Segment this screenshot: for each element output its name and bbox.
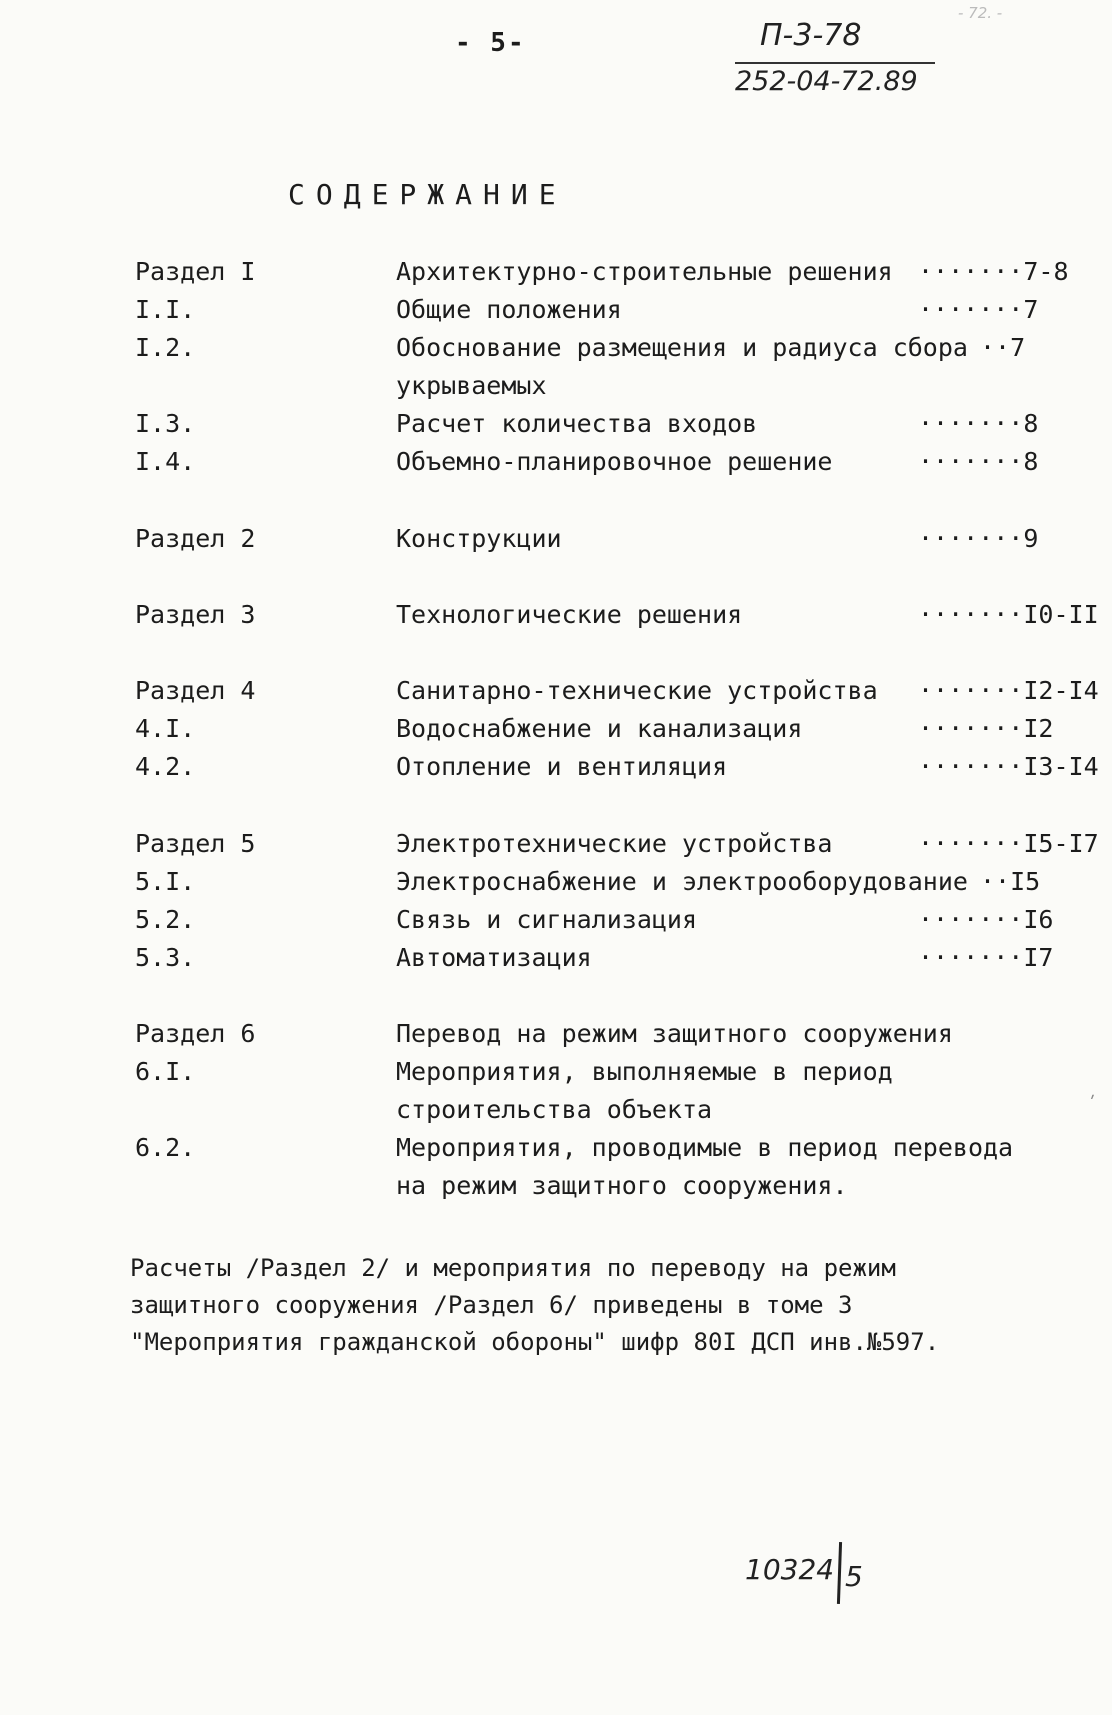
footnote-line: защитного сооружения /Раздел 6/ приведены в томе 3 bbox=[130, 1291, 853, 1319]
toc-page-ref: ·······I5-I7 bbox=[918, 829, 1099, 858]
toc-page-ref: ··7 bbox=[980, 333, 1026, 362]
toc-row bbox=[0, 520, 1112, 558]
toc-section-number: I.I. bbox=[135, 295, 196, 324]
inventory-divider bbox=[837, 1542, 842, 1604]
toc-section-title: Мероприятия, проводимые в период перевода bbox=[396, 1133, 1014, 1162]
toc-section-number: Раздел I bbox=[135, 257, 256, 286]
toc-section-title: Конструкции bbox=[396, 524, 562, 553]
footnote-line: Расчеты /Раздел 2/ и мероприятия по переводу на режим bbox=[130, 1254, 896, 1282]
toc-section-title: на режим защитного сооружения. bbox=[396, 1171, 848, 1200]
toc-page-ref: ·······I3-I4 bbox=[918, 752, 1099, 781]
toc-page-ref: ·······I6 bbox=[918, 905, 1054, 934]
toc-section-number: 4.I. bbox=[135, 714, 196, 743]
inventory-number: 10324 bbox=[745, 1553, 835, 1586]
toc-section-title: Водоснабжение и канализация bbox=[396, 714, 803, 743]
toc-row bbox=[0, 596, 1112, 634]
toc-section-title: Объемно-планировочное решение bbox=[396, 447, 833, 476]
toc-section-number: Раздел 6 bbox=[135, 1019, 256, 1048]
toc-row bbox=[0, 1091, 1112, 1129]
toc-page-ref: ·······8 bbox=[918, 447, 1039, 476]
toc-page-ref: ·······I7 bbox=[918, 943, 1054, 972]
toc-section-title: Архитектурно-строительные решения bbox=[396, 257, 893, 286]
toc-row bbox=[0, 710, 1112, 748]
toc-row bbox=[0, 1053, 1112, 1091]
faint-handwritten-mark: - 72. - bbox=[958, 4, 1003, 22]
toc-row bbox=[0, 443, 1112, 481]
toc-section-title: Отопление и вентиляция bbox=[396, 752, 728, 781]
toc-section-number: 5.2. bbox=[135, 905, 196, 934]
toc-section-title: укрываемых bbox=[396, 371, 547, 400]
toc-section-number: 4.2. bbox=[135, 752, 196, 781]
toc-section-title: Обоснование размещения и радиуса сбора bbox=[396, 333, 968, 362]
toc-row bbox=[0, 1129, 1112, 1167]
toc-section-number: I.2. bbox=[135, 333, 196, 362]
toc-page-ref: ··I5 bbox=[980, 867, 1041, 896]
toc-section-title: Общие положения bbox=[396, 295, 622, 324]
toc-section-number: Раздел 2 bbox=[135, 524, 256, 553]
toc-row bbox=[0, 367, 1112, 405]
toc-row bbox=[0, 329, 1112, 367]
toc-row bbox=[0, 939, 1112, 977]
toc-section-number: Раздел 5 bbox=[135, 829, 256, 858]
toc-section-title: Связь и сигнализация bbox=[396, 905, 698, 934]
toc-section-number: 5.I. bbox=[135, 867, 196, 896]
toc-section-title: Перевод на режим защитного сооружения bbox=[396, 1019, 953, 1048]
toc-page-ref: ·······7-8 bbox=[918, 257, 1069, 286]
toc-section-number: I.4. bbox=[135, 447, 196, 476]
toc-section-number: 5.3. bbox=[135, 943, 196, 972]
toc-row bbox=[0, 748, 1112, 786]
toc-row bbox=[0, 825, 1112, 863]
toc-row bbox=[0, 291, 1112, 329]
toc-row bbox=[0, 1015, 1112, 1053]
toc-section-number: 6.2. bbox=[135, 1133, 196, 1162]
toc-section-title: Санитарно-технические устройства bbox=[396, 676, 878, 705]
toc-page-ref: ·······7 bbox=[918, 295, 1039, 324]
toc-page-ref: ·······I2 bbox=[918, 714, 1054, 743]
toc-section-title: Электроснабжение и электрооборудование bbox=[396, 867, 968, 896]
toc-section-number: Раздел 3 bbox=[135, 600, 256, 629]
toc-row bbox=[0, 672, 1112, 710]
toc-section-number: 6.I. bbox=[135, 1057, 196, 1086]
handwritten-code-top: П-3-78 bbox=[760, 18, 862, 53]
toc-row bbox=[0, 1167, 1112, 1205]
page-number: - 5- bbox=[455, 28, 526, 58]
toc-row bbox=[0, 253, 1112, 291]
toc-page-ref: ·······I0-II bbox=[918, 600, 1099, 629]
toc-row bbox=[0, 863, 1112, 901]
toc-section-number: I.3. bbox=[135, 409, 196, 438]
toc-section-title: Мероприятия, выполняемые в период bbox=[396, 1057, 893, 1086]
toc-page-ref: ·······8 bbox=[918, 409, 1039, 438]
inventory-sheet: 5 bbox=[845, 1560, 863, 1593]
toc-section-title: строительства объекта bbox=[396, 1095, 713, 1124]
toc-row bbox=[0, 405, 1112, 443]
toc-page-ref: ·······9 bbox=[918, 524, 1039, 553]
footnote-paragraph bbox=[130, 1250, 1030, 1361]
toc-row bbox=[0, 901, 1112, 939]
toc-section-title: Автоматизация bbox=[396, 943, 592, 972]
contents-title: СОДЕРЖАНИЕ bbox=[288, 178, 567, 211]
toc-section-title: Электротехнические устройства bbox=[396, 829, 833, 858]
handwritten-code-bottom: 252-04-72.89 bbox=[735, 66, 918, 97]
toc-section-title: Технологические решения bbox=[396, 600, 743, 629]
stray-mark: ʹ bbox=[1088, 1093, 1094, 1114]
toc-section-number: Раздел 4 bbox=[135, 676, 256, 705]
footnote-line: "Мероприятия гражданской обороны" шифр 80I ДСП инв.№597. bbox=[130, 1328, 940, 1356]
toc-page-ref: ·······I2-I4 bbox=[918, 676, 1099, 705]
toc-section-title: Расчет количества входов bbox=[396, 409, 758, 438]
code-divider bbox=[735, 62, 935, 64]
